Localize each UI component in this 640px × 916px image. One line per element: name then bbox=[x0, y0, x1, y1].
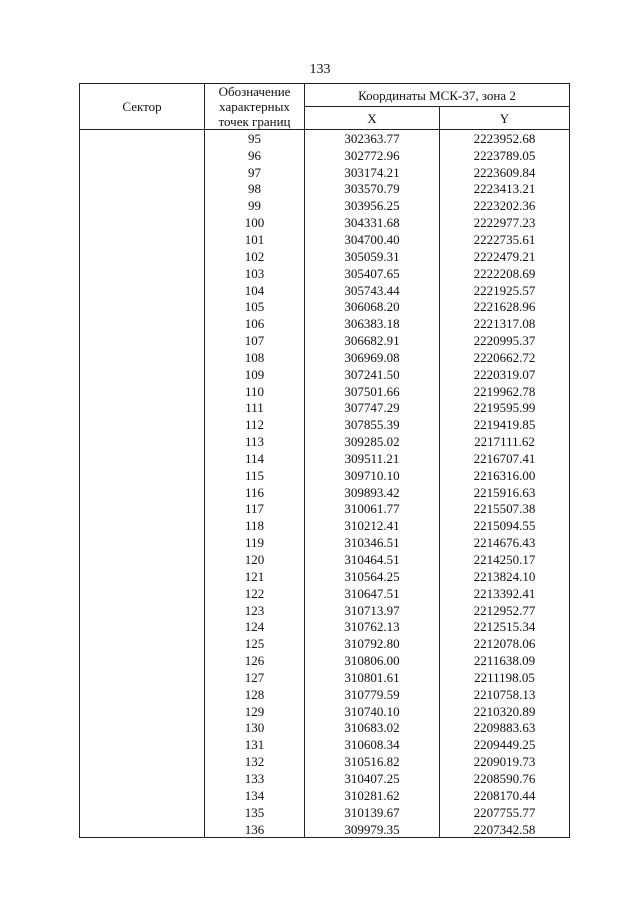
sector-cell bbox=[80, 450, 205, 467]
point-cell: 123 bbox=[205, 602, 305, 619]
sector-cell bbox=[80, 585, 205, 602]
sector-cell bbox=[80, 147, 205, 164]
sector-cell bbox=[80, 602, 205, 619]
table-row bbox=[80, 635, 570, 652]
point-cell: 117 bbox=[205, 501, 305, 518]
table-row bbox=[80, 197, 570, 214]
point-cell: 119 bbox=[205, 534, 305, 551]
x-coordinate-cell: 304331.68 bbox=[305, 214, 440, 231]
x-coordinate-cell: 309511.21 bbox=[305, 450, 440, 467]
point-cell: 126 bbox=[205, 652, 305, 669]
y-coordinate-cell: 2208590.76 bbox=[440, 770, 570, 787]
point-cell: 97 bbox=[205, 164, 305, 181]
point-cell: 134 bbox=[205, 787, 305, 804]
x-coordinate-cell: 304700.40 bbox=[305, 231, 440, 248]
table-row bbox=[80, 164, 570, 181]
y-coordinate-cell: 2215916.63 bbox=[440, 484, 570, 501]
y-coordinate-cell: 2222977.23 bbox=[440, 214, 570, 231]
point-cell: 121 bbox=[205, 568, 305, 585]
y-coordinate-cell: 2209883.63 bbox=[440, 720, 570, 737]
sector-cell bbox=[80, 501, 205, 518]
x-coordinate-cell: 303174.21 bbox=[305, 164, 440, 181]
y-coordinate-cell: 2212515.34 bbox=[440, 618, 570, 635]
y-coordinate-cell: 2221628.96 bbox=[440, 298, 570, 315]
point-cell: 135 bbox=[205, 804, 305, 821]
table-row bbox=[80, 315, 570, 332]
x-coordinate-cell: 310806.00 bbox=[305, 652, 440, 669]
sector-cell bbox=[80, 568, 205, 585]
x-coordinate-cell: 306682.91 bbox=[305, 332, 440, 349]
point-cell: 131 bbox=[205, 736, 305, 753]
sector-cell bbox=[80, 332, 205, 349]
y-coordinate-cell: 2223609.84 bbox=[440, 164, 570, 181]
table-row bbox=[80, 332, 570, 349]
x-coordinate-cell: 310516.82 bbox=[305, 753, 440, 770]
sector-cell bbox=[80, 416, 205, 433]
y-coordinate-cell: 2209449.25 bbox=[440, 736, 570, 753]
point-cell: 133 bbox=[205, 770, 305, 787]
table-row bbox=[80, 770, 570, 787]
y-coordinate-cell: 2214676.43 bbox=[440, 534, 570, 551]
coordinates-table bbox=[79, 83, 570, 838]
table-row bbox=[80, 433, 570, 450]
x-coordinate-cell: 310564.25 bbox=[305, 568, 440, 585]
x-coordinate-cell: 310346.51 bbox=[305, 534, 440, 551]
point-cell: 122 bbox=[205, 585, 305, 602]
point-cell: 101 bbox=[205, 231, 305, 248]
x-coordinate-cell: 310464.51 bbox=[305, 551, 440, 568]
x-coordinate-cell: 305059.31 bbox=[305, 248, 440, 265]
x-coordinate-cell: 310762.13 bbox=[305, 618, 440, 635]
sector-cell bbox=[80, 248, 205, 265]
y-coordinate-cell: 2220319.07 bbox=[440, 366, 570, 383]
sector-cell bbox=[80, 787, 205, 804]
y-coordinate-cell: 2213392.41 bbox=[440, 585, 570, 602]
x-coordinate-cell: 303570.79 bbox=[305, 181, 440, 198]
x-coordinate-cell: 306383.18 bbox=[305, 315, 440, 332]
y-coordinate-cell: 2212952.77 bbox=[440, 602, 570, 619]
point-cell: 116 bbox=[205, 484, 305, 501]
y-coordinate-cell: 2221317.08 bbox=[440, 315, 570, 332]
x-coordinate-cell: 310647.51 bbox=[305, 585, 440, 602]
table-row bbox=[80, 484, 570, 501]
point-cell: 120 bbox=[205, 551, 305, 568]
sector-cell bbox=[80, 736, 205, 753]
sector-cell bbox=[80, 686, 205, 703]
sector-cell bbox=[80, 804, 205, 821]
y-header: Y bbox=[440, 107, 570, 130]
table-row bbox=[80, 736, 570, 753]
table-row bbox=[80, 181, 570, 198]
table-row bbox=[80, 265, 570, 282]
x-coordinate-cell: 310139.67 bbox=[305, 804, 440, 821]
table-row bbox=[80, 298, 570, 315]
y-coordinate-cell: 2216707.41 bbox=[440, 450, 570, 467]
point-cell: 113 bbox=[205, 433, 305, 450]
table-row bbox=[80, 618, 570, 635]
point-cell: 128 bbox=[205, 686, 305, 703]
point-cell: 127 bbox=[205, 669, 305, 686]
sector-cell bbox=[80, 231, 205, 248]
y-coordinate-cell: 2210320.89 bbox=[440, 703, 570, 720]
sector-cell bbox=[80, 197, 205, 214]
sector-cell bbox=[80, 652, 205, 669]
point-cell: 130 bbox=[205, 720, 305, 737]
point-cell: 99 bbox=[205, 197, 305, 214]
table-row bbox=[80, 214, 570, 231]
sector-header: Сектор bbox=[80, 84, 205, 130]
y-coordinate-cell: 2216316.00 bbox=[440, 467, 570, 484]
point-cell: 109 bbox=[205, 366, 305, 383]
table-row bbox=[80, 568, 570, 585]
sector-cell bbox=[80, 484, 205, 501]
point-cell: 105 bbox=[205, 298, 305, 315]
x-coordinate-cell: 305407.65 bbox=[305, 265, 440, 282]
sector-cell bbox=[80, 703, 205, 720]
point-cell: 114 bbox=[205, 450, 305, 467]
table-row bbox=[80, 602, 570, 619]
y-coordinate-cell: 2211198.05 bbox=[440, 669, 570, 686]
table-row bbox=[80, 130, 570, 147]
table-row bbox=[80, 416, 570, 433]
y-coordinate-cell: 2222479.21 bbox=[440, 248, 570, 265]
point-cell: 95 bbox=[205, 130, 305, 147]
x-coordinate-cell: 309979.35 bbox=[305, 821, 440, 838]
coordinates-group-header: Координаты МСК-37, зона 2 bbox=[305, 84, 570, 107]
point-cell: 124 bbox=[205, 618, 305, 635]
point-cell: 132 bbox=[205, 753, 305, 770]
x-coordinate-cell: 307501.66 bbox=[305, 383, 440, 400]
x-coordinate-cell: 310683.02 bbox=[305, 720, 440, 737]
y-coordinate-cell: 2223789.05 bbox=[440, 147, 570, 164]
x-coordinate-cell: 310212.41 bbox=[305, 517, 440, 534]
sector-cell bbox=[80, 181, 205, 198]
y-coordinate-cell: 2207342.58 bbox=[440, 821, 570, 838]
point-cell: 96 bbox=[205, 147, 305, 164]
x-coordinate-cell: 310608.34 bbox=[305, 736, 440, 753]
table-row bbox=[80, 804, 570, 821]
point-cell: 129 bbox=[205, 703, 305, 720]
point-cell: 112 bbox=[205, 416, 305, 433]
x-coordinate-cell: 307241.50 bbox=[305, 366, 440, 383]
table-row bbox=[80, 585, 570, 602]
x-coordinate-cell: 306969.08 bbox=[305, 349, 440, 366]
point-cell: 136 bbox=[205, 821, 305, 838]
y-coordinate-cell: 2220662.72 bbox=[440, 349, 570, 366]
sector-cell bbox=[80, 517, 205, 534]
y-coordinate-cell: 2220995.37 bbox=[440, 332, 570, 349]
sector-cell bbox=[80, 753, 205, 770]
y-coordinate-cell: 2210758.13 bbox=[440, 686, 570, 703]
table-body bbox=[80, 130, 570, 838]
x-coordinate-cell: 310407.25 bbox=[305, 770, 440, 787]
sector-cell bbox=[80, 400, 205, 417]
y-coordinate-cell: 2207755.77 bbox=[440, 804, 570, 821]
y-coordinate-cell: 2219419.85 bbox=[440, 416, 570, 433]
table-row bbox=[80, 147, 570, 164]
x-coordinate-cell: 302363.77 bbox=[305, 130, 440, 147]
table-row bbox=[80, 383, 570, 400]
table-row bbox=[80, 753, 570, 770]
point-cell: 100 bbox=[205, 214, 305, 231]
x-coordinate-cell: 306068.20 bbox=[305, 298, 440, 315]
y-coordinate-cell: 2213824.10 bbox=[440, 568, 570, 585]
table-row bbox=[80, 467, 570, 484]
table-row bbox=[80, 686, 570, 703]
x-coordinate-cell: 310792.80 bbox=[305, 635, 440, 652]
y-coordinate-cell: 2219962.78 bbox=[440, 383, 570, 400]
point-cell: 103 bbox=[205, 265, 305, 282]
sector-cell bbox=[80, 366, 205, 383]
y-coordinate-cell: 2222208.69 bbox=[440, 265, 570, 282]
table-row bbox=[80, 248, 570, 265]
point-cell: 115 bbox=[205, 467, 305, 484]
table-row bbox=[80, 282, 570, 299]
y-coordinate-cell: 2209019.73 bbox=[440, 753, 570, 770]
x-coordinate-cell: 309893.42 bbox=[305, 484, 440, 501]
sector-cell bbox=[80, 282, 205, 299]
sector-cell bbox=[80, 770, 205, 787]
sector-cell bbox=[80, 383, 205, 400]
sector-cell bbox=[80, 265, 205, 282]
x-coordinate-cell: 310740.10 bbox=[305, 703, 440, 720]
sector-cell bbox=[80, 467, 205, 484]
y-coordinate-cell: 2221925.57 bbox=[440, 282, 570, 299]
x-coordinate-cell: 302772.96 bbox=[305, 147, 440, 164]
point-cell: 111 bbox=[205, 400, 305, 417]
y-coordinate-cell: 2223413.21 bbox=[440, 181, 570, 198]
sector-cell bbox=[80, 635, 205, 652]
table-row bbox=[80, 534, 570, 551]
point-cell: 125 bbox=[205, 635, 305, 652]
sector-cell bbox=[80, 130, 205, 147]
table-row bbox=[80, 349, 570, 366]
y-coordinate-cell: 2219595.99 bbox=[440, 400, 570, 417]
sector-cell bbox=[80, 534, 205, 551]
point-cell: 106 bbox=[205, 315, 305, 332]
x-coordinate-cell: 310061.77 bbox=[305, 501, 440, 518]
table-row bbox=[80, 669, 570, 686]
table-row bbox=[80, 400, 570, 417]
table-header bbox=[80, 84, 570, 130]
x-coordinate-cell: 309285.02 bbox=[305, 433, 440, 450]
page-number: 133 bbox=[309, 62, 331, 77]
x-coordinate-cell: 303956.25 bbox=[305, 197, 440, 214]
x-coordinate-cell: 310281.62 bbox=[305, 787, 440, 804]
table-row bbox=[80, 720, 570, 737]
y-coordinate-cell: 2212078.06 bbox=[440, 635, 570, 652]
y-coordinate-cell: 2223202.36 bbox=[440, 197, 570, 214]
y-coordinate-cell: 2215094.55 bbox=[440, 517, 570, 534]
sector-cell bbox=[80, 315, 205, 332]
table-row bbox=[80, 551, 570, 568]
table-row bbox=[80, 450, 570, 467]
x-coordinate-cell: 310801.61 bbox=[305, 669, 440, 686]
table-row bbox=[80, 517, 570, 534]
header-row-top bbox=[80, 84, 570, 107]
point-cell: 108 bbox=[205, 349, 305, 366]
y-coordinate-cell: 2214250.17 bbox=[440, 551, 570, 568]
y-coordinate-cell: 2208170.44 bbox=[440, 787, 570, 804]
x-coordinate-cell: 309710.10 bbox=[305, 467, 440, 484]
x-coordinate-cell: 305743.44 bbox=[305, 282, 440, 299]
point-cell: 110 bbox=[205, 383, 305, 400]
y-coordinate-cell: 2215507.38 bbox=[440, 501, 570, 518]
table-row bbox=[80, 652, 570, 669]
sector-cell bbox=[80, 433, 205, 450]
y-coordinate-cell: 2223952.68 bbox=[440, 130, 570, 147]
x-coordinate-cell: 310779.59 bbox=[305, 686, 440, 703]
table-row bbox=[80, 787, 570, 804]
point-designation-header: Обозначение характерных точек границ bbox=[205, 84, 305, 130]
table-row bbox=[80, 231, 570, 248]
sector-cell bbox=[80, 349, 205, 366]
table-row bbox=[80, 501, 570, 518]
sector-cell bbox=[80, 821, 205, 838]
y-coordinate-cell: 2222735.61 bbox=[440, 231, 570, 248]
sector-cell bbox=[80, 214, 205, 231]
sector-cell bbox=[80, 164, 205, 181]
sector-cell bbox=[80, 618, 205, 635]
sector-cell bbox=[80, 298, 205, 315]
point-cell: 104 bbox=[205, 282, 305, 299]
point-cell: 107 bbox=[205, 332, 305, 349]
table-row bbox=[80, 703, 570, 720]
sector-cell bbox=[80, 551, 205, 568]
point-cell: 98 bbox=[205, 181, 305, 198]
x-coordinate-cell: 310713.97 bbox=[305, 602, 440, 619]
x-coordinate-cell: 307747.29 bbox=[305, 400, 440, 417]
table-row bbox=[80, 366, 570, 383]
table-row bbox=[80, 821, 570, 838]
x-coordinate-cell: 307855.39 bbox=[305, 416, 440, 433]
sector-cell bbox=[80, 720, 205, 737]
point-cell: 102 bbox=[205, 248, 305, 265]
y-coordinate-cell: 2211638.09 bbox=[440, 652, 570, 669]
sector-cell bbox=[80, 669, 205, 686]
x-header: X bbox=[305, 107, 440, 130]
point-cell: 118 bbox=[205, 517, 305, 534]
y-coordinate-cell: 2217111.62 bbox=[440, 433, 570, 450]
